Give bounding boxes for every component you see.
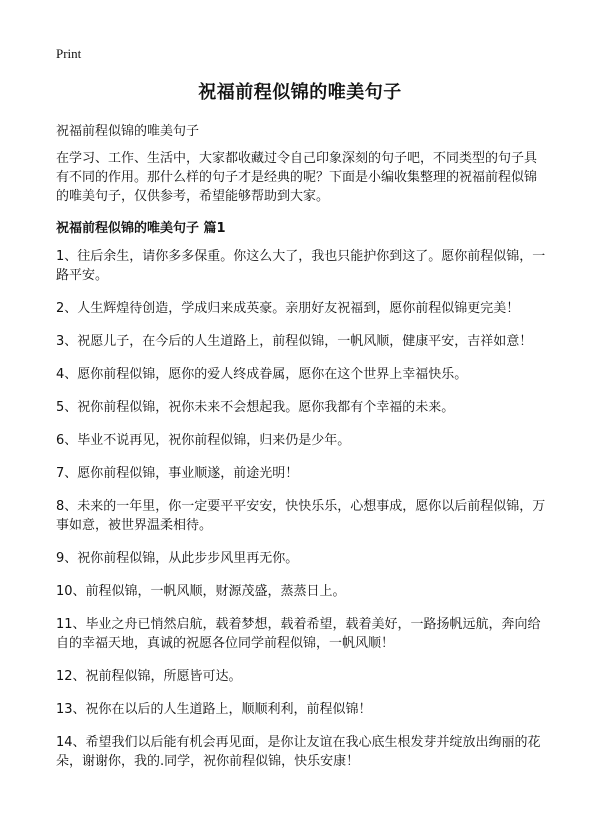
list-item: 9、祝你前程似锦，从此步步风里再无你。: [56, 551, 299, 566]
list-item: 2、人生辉煌待创造，学成归来成英豪。亲朋好友祝福到，愿你前程似锦更完美！: [56, 301, 520, 316]
list-item: 13、祝你在以后的人生道路上，顺顺利利，前程似锦！: [56, 702, 372, 717]
list-item: 5、祝你前程似锦，祝你未来不会想起我。愿你我都有个幸福的未来。: [56, 400, 455, 415]
list-item: 8、未来的一年里，你一定要平平安安，快快乐乐，心想事成，愿你以后前程似锦，万事如意，被世界温柔相待。: [56, 499, 546, 533]
list-item: 10、前程似锦，一帆风顺，财源茂盛，蒸蒸日上。: [56, 584, 346, 599]
list-item: 12、祝前程似锦，所愿皆可达。: [56, 669, 242, 684]
section-heading: 祝福前程似锦的唯美句子 篇1: [56, 221, 226, 236]
page-title: 祝福前程似锦的唯美句子: [198, 82, 402, 103]
list-item: 4、愿你前程似锦，愿你的爱人终成眷属，愿你在这个世界上幸福快乐。: [56, 367, 468, 382]
list-item: 1、往后余生，请你多多保重。你这么大了，我也只能护你到这了。愿你前程似锦，一路平安。: [56, 249, 546, 283]
subtitle: 祝福前程似锦的唯美句子: [56, 124, 200, 139]
list-item: 7、愿你前程似锦，事业顺遂，前途光明！: [56, 466, 299, 481]
list-item: 14、希望我们以后能有机会再见面，是你让友谊在我心底生根发芽并绽放出绚丽的花朵，谢谢你，我的.同学，祝你前程似锦，快乐安康！: [56, 735, 541, 769]
intro-paragraph: 在学习、工作、生活中，大家都收藏过令自己印象深刻的句子吧，不同类型的句子具有不同的作用。那什么样的句子才是经典的呢？下面是小编收集整理的祝福前程似锦的唯美句子，仅供参考，希望能够帮助到大家。: [56, 151, 538, 204]
list-item: 11、毕业之舟已悄然启航，载着梦想，载着希望，载着美好，一路扬帆远航，奔向给自的幸福天地，真诚的祝愿各位同学前程似锦，一帆风顺！: [56, 617, 541, 651]
print-link[interactable]: Print: [56, 46, 82, 61]
sentence-list: [56, 247, 546, 785]
list-item: 3、祝愿儿子，在今后的人生道路上，前程似锦，一帆风顺，健康平安，吉祥如意！: [56, 334, 533, 349]
list-item: 6、毕业不说再见，祝你前程似锦，归来仍是少年。: [56, 433, 351, 448]
